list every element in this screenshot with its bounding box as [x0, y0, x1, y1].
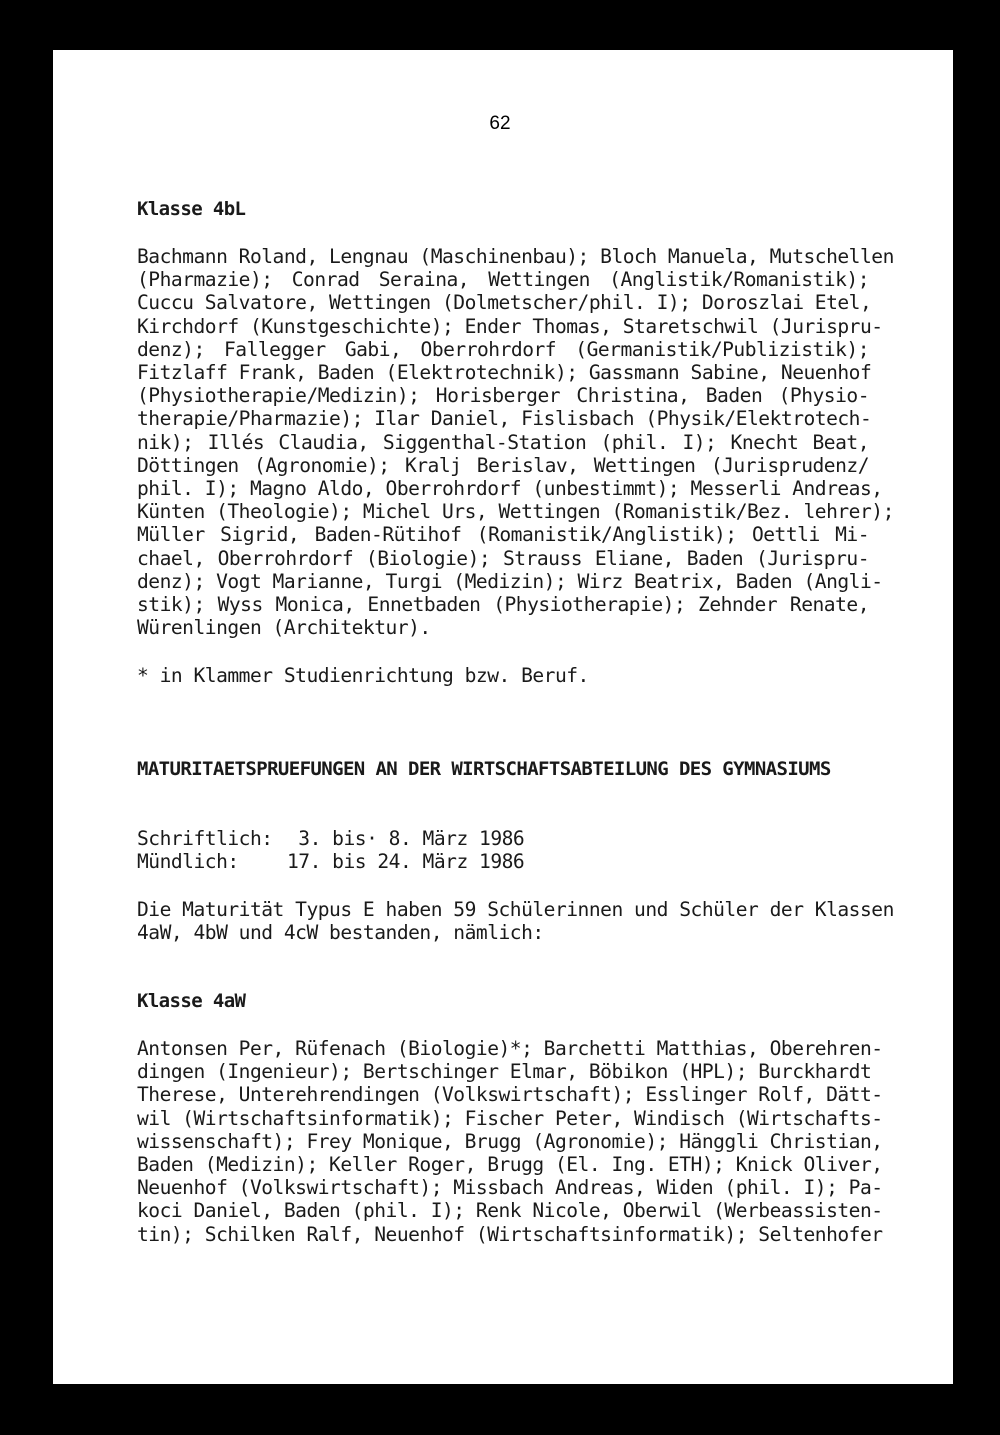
text-line: wissenschaft); Frey Monique, Brugg (Agronomie); Hänggli Christian,	[137, 1129, 883, 1153]
text-line: Fitzlaff Frank, Baden (Elektrotechnik); Gassmann Sabine, Neuenhof	[137, 361, 872, 385]
intro-paragraph	[137, 898, 894, 945]
text-line: denz); Vogt Marianne, Turgi (Medizin); Wirz Beatrix, Baden (Angli-	[137, 569, 883, 593]
text-line: Bachmann Roland, Lengnau (Maschinenbau); Bloch Manuela, Mutschellen	[137, 245, 894, 268]
text-line: (Physiotherapie/Medizin); Horisberger Christina, Baden (Physio-	[137, 384, 869, 408]
text-line: tin); Schilken Ralf, Neuenhof (Wirtschaftsinformatik); Seltenhofer	[137, 1222, 883, 1246]
exam-written-row	[137, 827, 524, 850]
text-line: Kirchdorf (Kunstgeschichte); Ender Thomas, Staretschwil (Jurispru-	[137, 314, 883, 338]
text-line: wil (Wirtschaftsinformatik); Fischer Peter, Windisch (Wirtschafts-	[137, 1106, 883, 1130]
text-line: therapie/Pharmazie); Ilar Daniel, Fislisbach (Physik/Elektrotech-	[137, 407, 872, 431]
text-line: Cuccu Salvatore, Wettingen (Dolmetscher/phil. I); Doroszlai Etel,	[137, 291, 872, 315]
text-line: Müller Sigrid, Baden-Rütihof (Romanistik/Anglistik); Oettli Mi-	[137, 523, 869, 547]
student-list-4aW	[137, 1037, 883, 1246]
main-heading: MATURITAETSPRUEFUNGEN AN DER WIRTSCHAFTSABTEILUNG DES GYMNASIUMS	[137, 758, 831, 780]
page-number: 62	[489, 113, 511, 134]
exam-label: Mündlich:	[137, 850, 239, 873]
text-line: stik); Wyss Monica, Ennetbaden (Physiotherapie); Zehnder Renate,	[137, 593, 869, 617]
text-line: Döttingen (Agronomie); Kralj Berislav, Wettingen (Jurisprudenz/	[137, 453, 869, 477]
exam-label: Schriftlich:	[137, 827, 273, 850]
text-line: dingen (Ingenieur); Bertschinger Elmar, Böbikon (HPL); Burckhardt	[137, 1060, 872, 1084]
text-line: nik); Illés Claudia, Siggenthal-Station (phil. I); Knecht Beat,	[137, 430, 869, 454]
exam-oral-row	[137, 850, 524, 873]
text-line: denz); Fallegger Gabi, Oberrohrdorf (Germanistik/Publizistik);	[137, 337, 869, 361]
footnote	[137, 664, 869, 687]
text-line: Würenlingen (Architektur).	[137, 616, 431, 640]
text-line: Neuenhof (Volkswirtschaft); Missbach Andreas, Widen (phil. I); Pa-	[137, 1176, 883, 1200]
section-heading-4bL: Klasse 4bL	[137, 198, 246, 220]
text-line: (Pharmazie); Conrad Seraina, Wettingen (Anglistik/Romanistik);	[137, 268, 869, 292]
text-line: Antonsen Per, Rüfenach (Biologie)*; Barchetti Matthias, Oberehren-	[137, 1037, 883, 1060]
text-line: koci Daniel, Baden (phil. I); Renk Nicole, Oberwil (Werbeassisten-	[137, 1199, 883, 1223]
document-page	[53, 50, 953, 1384]
text-line: chael, Oberrohrdorf (Biologie); Strauss Eliane, Baden (Jurispru-	[137, 546, 869, 570]
text-line: phil. I); Magno Aldo, Oberrohrdorf (unbestimmt); Messerli Andreas,	[137, 477, 883, 501]
text-line: Baden (Medizin); Keller Roger, Brugg (El. Ing. ETH); Knick Oliver,	[137, 1153, 883, 1177]
text-line: 4aW, 4bW und 4cW bestanden, nämlich:	[137, 921, 544, 945]
footnote-text: * in Klammer Studienrichtung bzw. Beruf.	[137, 664, 589, 687]
text-line: Künten (Theologie); Michel Urs, Wettingen (Romanistik/Bez. lehrer);	[137, 500, 894, 524]
exam-dates: 3. bis· 8. März 1986	[287, 827, 525, 850]
exam-dates: 17. bis 24. März 1986	[287, 850, 525, 873]
section-heading-4aW: Klasse 4aW	[137, 990, 246, 1012]
student-list-4bL	[137, 245, 894, 640]
text-line: Die Maturität Typus E haben 59 Schülerinnen und Schüler der Klassen	[137, 898, 894, 921]
text-line: Therese, Unterehrendingen (Volkswirtschaft); Esslinger Rolf, Dätt-	[137, 1083, 883, 1107]
